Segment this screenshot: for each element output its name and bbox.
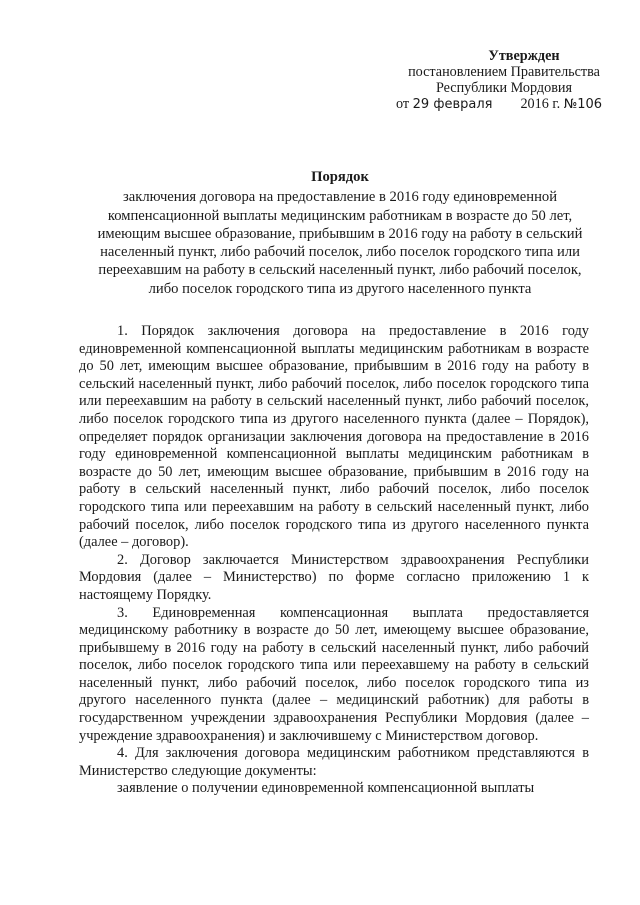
approval-date xyxy=(384,96,624,113)
paragraph-4-item-1: заявление о получении единовременной компенсационной выплаты xyxy=(117,780,535,797)
document-number: №106 xyxy=(563,97,603,112)
paragraph-2: 2. Договор заключается Министерством здравоохранения Республики Мордовия (далее – Министерство) по форме согласно приложению 1 к настоящему Порядку. xyxy=(79,551,589,603)
approval-stamp xyxy=(384,48,624,113)
date-handwritten: 29 февраля xyxy=(412,97,493,112)
subtitle-line: компенсационной выплаты медицинским работникам в возрасте до 50 лет, xyxy=(107,207,573,224)
approval-line-1: постановлением Правительства xyxy=(408,64,600,80)
approval-title: Утвержден xyxy=(488,48,560,64)
paragraph-4: 4. Для заключения договора медицинским работником представляются в Министерство следующие документы: xyxy=(79,745,589,779)
date-prefix: от xyxy=(396,96,410,112)
subtitle-line: имеющим высшее образование, прибывшим в 2016 году на работу в сельский xyxy=(97,225,583,242)
subtitle-line: переехавшим на работу в сельский населенный пункт, либо рабочий поселок, xyxy=(98,262,582,279)
document-body xyxy=(79,323,589,798)
subtitle-line: либо поселок городского типа из другого населенного пункта xyxy=(148,280,532,297)
subtitle-line: заключения договора на предоставление в 2016 году единовременной xyxy=(122,189,557,206)
document-title-block xyxy=(60,168,620,298)
paragraph-1: 1. Порядок заключения договора на предоставление в 2016 году единовременной компенсационной выплаты медицинским работникам в возрасте до 50 лет, имеющим высшее образование, прибывшим в 2016 году на работу в сельский населенный пункт, либо рабочий поселок, либо поселок городского типа или переехавшим на работу в сельский населенный пункт, либо рабочий поселок, либо поселок городского типа из другого населенного пункта (далее – Порядок), определяет порядок организации заключения договора на предоставление в 2016 году единовременной компенсационной выплаты медицинским работникам в возрасте до 50 лет, имеющим высшее образование, прибывшим в 2016 году на работу в сельский населенный пункт, либо рабочий поселок, либо поселок городского типа или переехавшим на работу в сельский населенный пункт, либо рабочий поселок, либо поселок городского типа из другого населенного пункта (далее – договор). xyxy=(79,323,589,551)
paragraph-3: 3. Единовременная компенсационная выплата предоставляется медицинскому работнику в возрасте до 50 лет, имеющему высшее образование, прибывшему в 2016 году на работу в сельский населенный пункт, либо рабочий поселок, либо поселок городского типа или переехавшему на работу в сельский населенный пункт, либо рабочий поселок, либо поселок городского типа из другого населенного пункта (далее – медицинский работник) для работы в государственном учреждении здравоохранения Республики Мордовия (далее – учреждение здравоохранения) и заключившему с Министерством договор. xyxy=(79,604,589,744)
approval-line-2: Республики Мордовия xyxy=(435,80,573,96)
date-year: 2016 г. xyxy=(520,96,561,112)
document-heading: Порядок xyxy=(311,169,369,185)
subtitle-line: населенный пункт, либо рабочий поселок, либо поселок городского типа или xyxy=(100,244,580,261)
